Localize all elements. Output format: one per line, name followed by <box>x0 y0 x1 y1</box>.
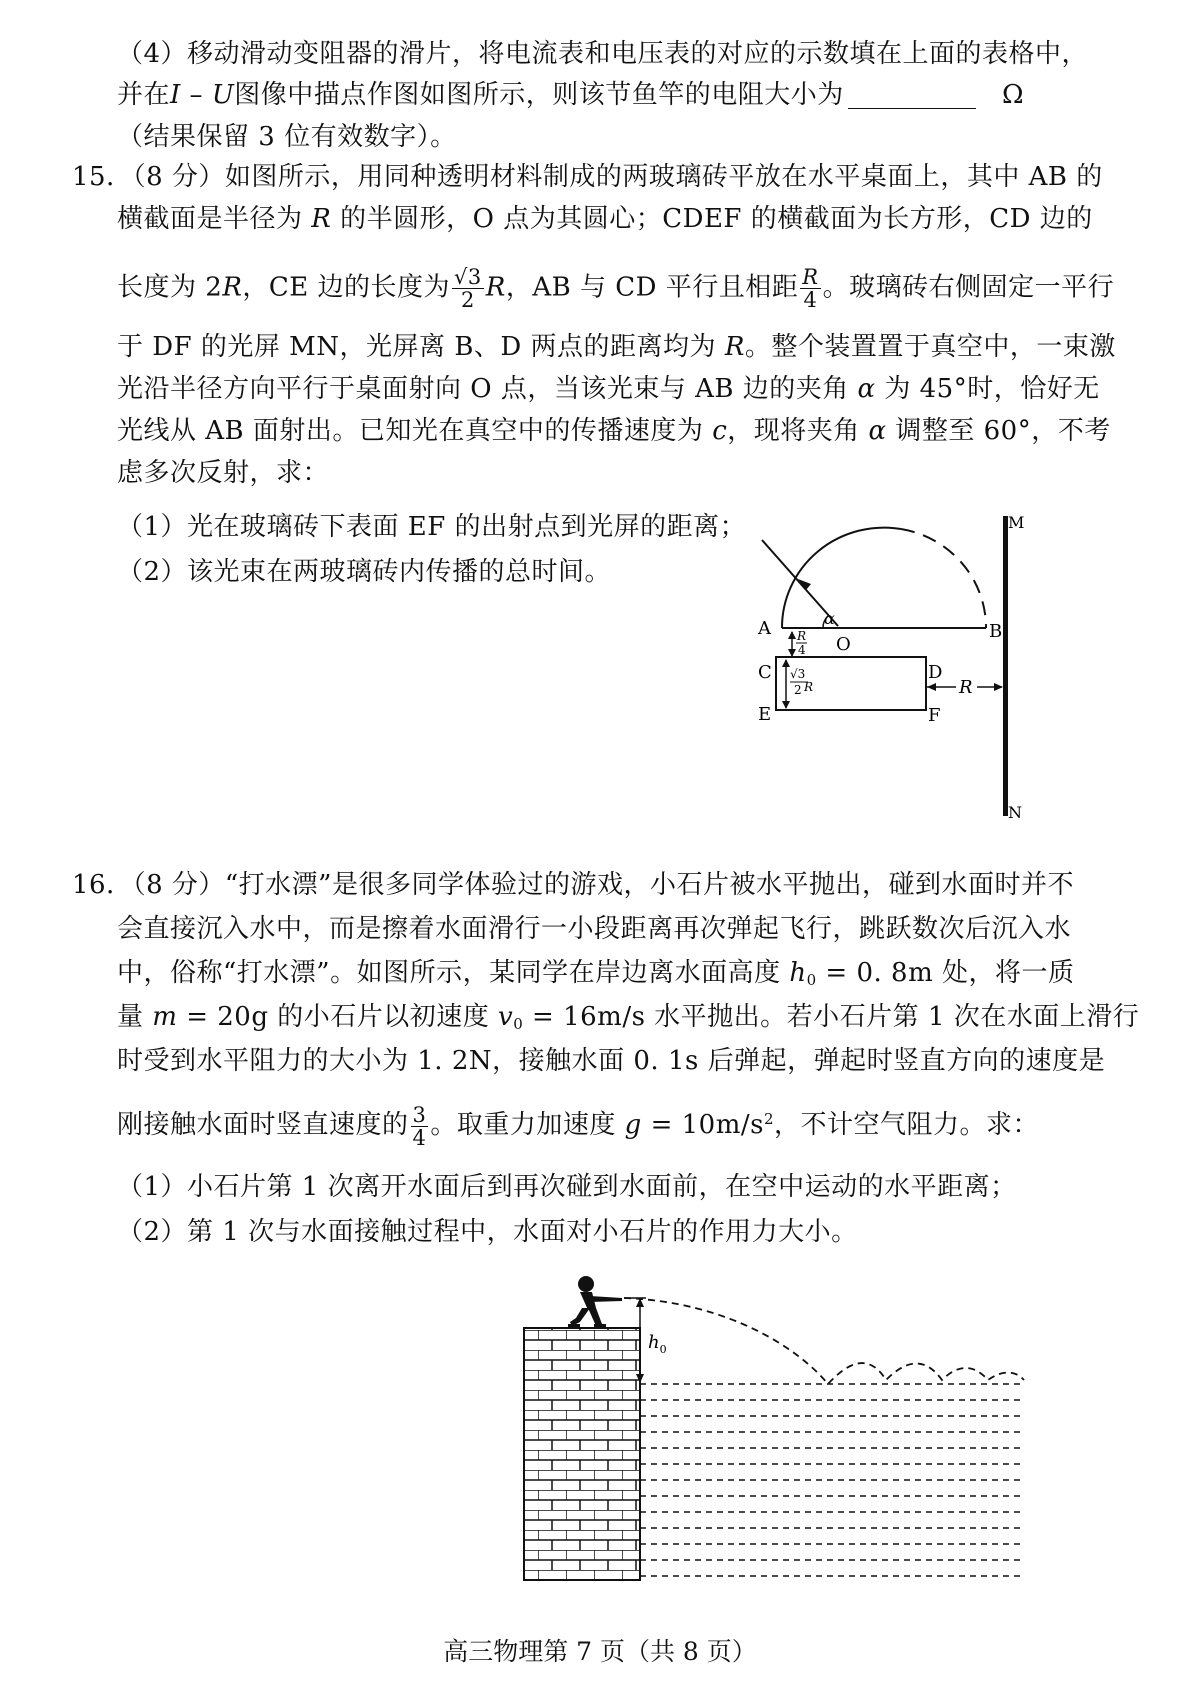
q15-line-7: 虑多次反射，求： <box>117 458 330 488</box>
q15-line-5: 光沿半径方向平行于桌面射向 O 点，当该光束与 AB 边的夹角 α 为 45°时，恰好无 <box>117 374 1100 404</box>
q15-line-1: 15．（8 分）如图所示，用同种透明材料制成的两玻璃砖平放在水平桌面上，其中 AB 的 <box>72 162 1103 192</box>
q15-line-6: 光线从 AB 面射出。已知光在真空中的传播速度为 c，现将夹角 α 调整至 60°，不考 <box>117 416 1111 446</box>
label-frac-r: R <box>797 629 807 643</box>
fraction-r-over-4: $\frac{R}{4}$ <box>802 265 819 312</box>
q16-stone-skipping-figure <box>510 1270 1050 1590</box>
q16-line-2: 会直接沉入水中，而是擦着水面滑行一小段距离再次弹起飞行，跳跃数次后沉入水 <box>117 914 1072 944</box>
q16-line-3: 中，俗称“打水漂”。如图所示，某同学在岸边离水面高度 $h_0 = 0$. 8m 处，将一质 <box>117 958 1075 989</box>
label-b: B <box>989 621 1003 642</box>
p4-line-1: （4）移动滑动变阻器的滑片，将电流表和电压表的对应的示数填在上面的表格中， <box>117 39 1089 69</box>
label-a: A <box>758 618 771 639</box>
label-sqrt3: √3 <box>790 667 806 681</box>
label-two: 2 <box>794 683 802 697</box>
water-surface <box>640 1384 1024 1576</box>
q16-line-5: 时受到水平阻力的大小为 1. 2N，接触水面 0. 1s 后弹起，弹起时竖直方向的速度是 <box>117 1046 1106 1076</box>
brick-bank <box>524 1328 640 1580</box>
fraction-3-over-4: $\frac{3}{4}$ <box>412 1102 427 1150</box>
label-c: C <box>758 662 772 683</box>
q15-line-4: 于 DF 的光屏 MN，光屏离 B、D 两点的距离均为 R。整个装置置于真空中，一束激 <box>117 332 1116 362</box>
label-e: E <box>758 704 772 725</box>
fraction-sqrt3-over-2: $\frac{√3}{2}$ <box>454 265 482 312</box>
label-h0: $h_0$ <box>648 1332 667 1356</box>
label-o: O <box>836 634 851 655</box>
q16-sub-question-2: （2）第 1 次与水面接触过程中，水面对小石片的作用力大小。 <box>117 1217 858 1247</box>
q15-line-2: 横截面是半径为 R 的半圆形，O 点为其圆心；CDEF 的横截面为长方形，CD 边的 <box>117 204 1093 234</box>
label-alpha: α <box>824 609 835 628</box>
q15-sub-question-2: （2）该光束在两玻璃砖内传播的总时间。 <box>117 557 612 587</box>
screen-mn <box>1003 516 1008 816</box>
q16-line-1: 16．（8 分）“打水漂”是很多同学体验过的游戏，小石片被水平抛出，碰到水面时并不 <box>72 870 1074 900</box>
q15-sub-question-1: （1）光在玻璃砖下表面 EF 的出射点到光屏的距离； <box>117 512 747 542</box>
page-footer: 高三物理第 7 页（共 8 页） <box>443 1637 757 1666</box>
label-f: F <box>928 705 941 726</box>
semicircle-glass-brick <box>782 528 901 628</box>
q15-optics-figure <box>740 500 1080 830</box>
label-m: M <box>1008 513 1025 532</box>
p4-line-2: 并在I – U图像中描点作图如图所示，则该节鱼竿的电阻大小为 Ω <box>117 80 1025 110</box>
p4-line-3: （结果保留 3 位有效数字）。 <box>117 122 457 152</box>
semicircle-dashed-arc <box>901 529 986 628</box>
label-frac-4: 4 <box>798 643 806 657</box>
q16-line-6: 刚接触水面时竖直速度的 $\frac{3}{4}$ 。取重力加速度 $g = 10m/s^2$，不计空气阻力。求： <box>117 1102 1040 1150</box>
label-n: N <box>1008 803 1022 822</box>
stone-trajectory <box>624 1298 1024 1384</box>
answer-blank <box>848 86 976 109</box>
person-throwing-icon <box>568 1276 622 1328</box>
q16-line-4: 量 m = 20g 的小石片以初速度 $v_0 = 16m/s$ 水平抛出。若小石片第 1 次在水面上滑行 <box>117 1002 1140 1033</box>
label-r-after-sqrt: R <box>804 680 814 694</box>
label-d: D <box>928 662 943 683</box>
q15-line-3: 长度为 2R，CE 边的长度为 $\frac{√3}{2}$ R，AB 与 CD 平行且相距 $\frac{R}{4}$ 。玻璃砖右侧固定一平行 <box>117 265 1115 312</box>
q16-sub-question-1: （1）小石片第 1 次离开水面后到再次碰到水面前，在空中运动的水平距离； <box>117 1172 1017 1202</box>
label-r-distance: R <box>959 677 973 698</box>
